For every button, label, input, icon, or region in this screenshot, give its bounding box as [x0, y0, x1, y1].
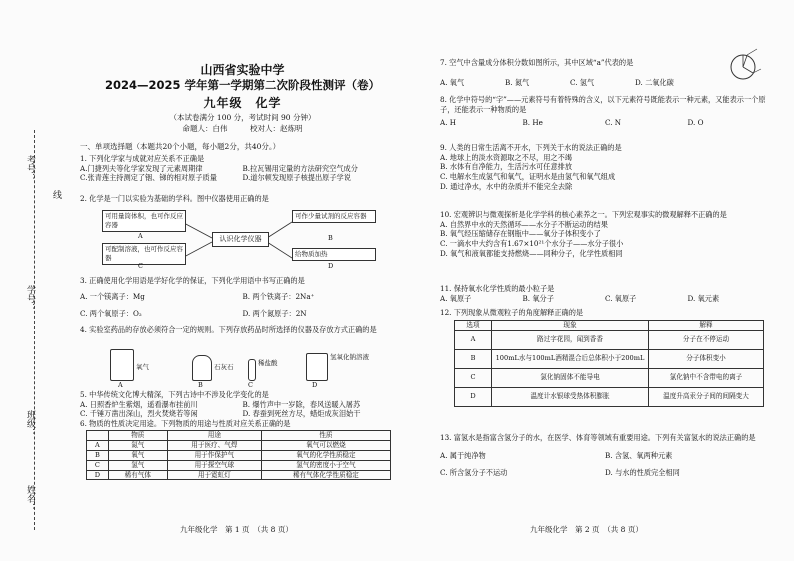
question-8: 8. 化学中符号的“字”——元素符号有着特殊的含义，以下元素符号既能表示一种元素，又能表示一个原子，还能表示一种物质的是 A. H B. He C. N D. O [440, 95, 770, 128]
option-a: A. 氧原子 [440, 293, 472, 303]
gas-label: 氧气 [136, 363, 149, 371]
seal-text: 线 [51, 190, 61, 199]
table-header: 物质 用途 性质 [87, 431, 391, 441]
label-a: A [118, 381, 123, 389]
page-footer: 九年级化学 第 2 页 （共 8 页） [530, 525, 643, 534]
page-2 [440, 0, 770, 561]
table-row: A 氮气 用于医疗、气焊 氧气可以燃烧 [87, 440, 391, 450]
question-7: 7. 空气中含量成分体积分数如图所示，其中区域“a”代表的是 A. 氧气 B. 氮气 C. 氢气 D. 二氧化碳 [440, 58, 770, 87]
binding-margin [0, 0, 60, 561]
solid-label: 石灰石 [214, 363, 234, 371]
option-d: D. O [687, 118, 704, 128]
liquid-label: 稀盐酸 [258, 359, 278, 367]
option-c: C. N [605, 118, 622, 128]
table-row: B 100mL水与100mL酒精混合后总体积小于200mL 分子体积变小 [455, 349, 764, 368]
label-b: B [328, 234, 333, 242]
table-row: B 氧气 用于作保护气 氧气的化学性质稳定 [87, 450, 391, 460]
option-a: A. 一个镁离子：Mg [80, 291, 145, 301]
page-footer: 九年级化学 第 1 页 （共 8 页） [180, 525, 293, 534]
question-2: 2. 化学是一门以实验为基础的学科。图中仪器使用正确的是 [80, 194, 269, 203]
wide-bottle-icon [192, 355, 212, 381]
option-a: A.门捷列夫等化学家发现了元素周期律 [80, 163, 203, 173]
question-1: 1. 下列化学家与成就对应关系不正确是 A.门捷列夫等化学家发现了元素周期律 B.拉瓦锡用定量的方法研究空气成分 C.张青莲主持测定了铟、锑的相对原子质量 D.道尔顿发现原子核提出原子学说 [80, 154, 405, 183]
table-row: C 氯化钠固体不能导电 氯化钠中不含带电的离子 [455, 368, 764, 387]
option-d: D. 两个氮原子：2N [242, 309, 307, 319]
question-13: 13. 富氢水是指富含氢分子的水，在医学、体育等领域有重要用途。下列有关富氢水的说法正确的是 A. 属于纯净物 B. 含氢、氧两种元素 C. 所含氢分子不运动 D. 与水的性质完全相同 [440, 433, 770, 478]
solution-label: 氢氧化钠溶液 [330, 353, 369, 361]
diagram-center: 认识化学仪器 [212, 232, 269, 247]
option-d: D. 春蚕到死丝方尽，蜡炬成灰泪始干 [242, 409, 361, 419]
seal-line [34, 130, 35, 530]
option-b: B. He [522, 118, 543, 128]
table-header: 选项 现象 解释 [455, 321, 764, 331]
student-no-label: 学号： [25, 285, 35, 312]
label-b: B [198, 381, 203, 389]
instrument-diagram [100, 210, 390, 272]
option-c: C. 两个氧原子：O₂ [80, 309, 142, 319]
option-c: C. 电解水生成氢气和氧气，证明水是由氢气和氧气组成 [440, 172, 616, 182]
option-b: B. 爆竹声中一岁除，春风送暖入屠苏 [242, 399, 361, 409]
term-title: 2024—2025 学年第一学期第二次阶段性测评（卷） [104, 78, 380, 92]
option-a: A. 地球上的淡水资源取之不尽，用之不竭 [440, 152, 572, 162]
option-c: C. 所含氢分子不运动 [440, 468, 508, 478]
question-11: 11. 保持氧水化学性质的最小粒子是 A. 氧原子 B. 氧分子 C. 氧原子 D. 氧元素 [440, 284, 770, 303]
question-6: 6. 物质的性质决定用途。下列物质的用途与性质对应关系正确的是 [80, 419, 291, 428]
diagram-box-b: 可作少量试剂的反应容器 [292, 210, 376, 223]
option-c: C. 一滴水中大约含有1.67×10²¹个水分子——水分子很小 [440, 239, 624, 249]
table-row: D 稀有气体 用于霓虹灯 稀有气体化学性质稳定 [87, 470, 391, 480]
option-c: C. 氧原子 [605, 293, 637, 303]
reagent-bottle-icon [110, 349, 134, 381]
option-a: A. 氧气 [440, 77, 465, 87]
diagram-box-a: 可用量筒体积，也可作反应容器 [102, 210, 186, 232]
question-4: 4. 实验室药品的存放必须符合一定的规则。下列存放药品时所选择的仪器及存放方式正确的是 [80, 325, 377, 334]
option-c: C. 千锤万凿出深山，烈火焚烧若等闲 [80, 409, 198, 419]
label-d: D [328, 262, 334, 270]
section-heading: 一、单项选择题（本题共20个小题，每小题2分，共40分。） [80, 142, 281, 151]
option-c: C. 氢气 [570, 77, 595, 87]
solution-bottle-icon [306, 353, 328, 381]
label-d: D [312, 381, 318, 389]
table-row: D 温度计水银球受热体积膨胀 温度升高汞分子间的间隔变大 [455, 387, 764, 406]
diagram-box-c: 可配制溶液，也可作反应容器 [102, 243, 186, 265]
label-c: C [138, 262, 143, 270]
option-c: C.张青莲主持测定了铟、锑的相对原子质量 [80, 173, 217, 183]
option-d: D. 与水的性质完全相同 [605, 468, 680, 478]
question-12: 12. 下列现象从微观粒子的角度解释正确的是 [440, 308, 584, 317]
option-b: B.拉瓦锡用定量的方法研究空气成分 [242, 163, 358, 173]
exam-no-label: 考号： [25, 155, 35, 182]
page-1 [80, 0, 405, 561]
diagram-box-d: 给物质加热 [292, 248, 376, 261]
label-c: C [248, 381, 253, 389]
option-b: B. 氧分子 [522, 293, 554, 303]
phenomena-table [454, 320, 764, 407]
option-a: A. 日照香炉生紫烟，遥看瀑布挂前川 [80, 399, 198, 409]
question-10: 10. 宏观辨识与微观探析是化学学科的核心素养之一。下列宏观事实的微观解释不正确的是 A. 自然界中水的天然循环——水分子不断运动的结果 B. 氧气经压缩储存在钢瓶中——氧分子体积变小了 C. 一滴水中大约含有1.67×10²¹个水分子——水分子很小 D. 氧气和液氧都能支持燃烧——同种分子，化学性质相同 [440, 210, 770, 259]
name-label: 姓名： [25, 485, 35, 512]
option-d: D.道尔顿发现原子核提出原子学说 [242, 173, 351, 183]
option-d: D. 二氧化碳 [635, 77, 674, 87]
option-b: B. 含氢、氧两种元素 [605, 450, 673, 460]
label-a: A [138, 232, 143, 240]
option-b: B. 氮气 [505, 77, 530, 87]
class-label: 班级： [25, 410, 35, 437]
option-b: B. 两个铁离子：2Na⁺ [242, 291, 315, 301]
option-a: A. 自然界中水的天然循环——水分子不断运动的结果 [440, 219, 608, 229]
storage-apparatus [100, 345, 400, 387]
properties-table [86, 430, 391, 480]
option-d: D. 氧气和液氧都能支持燃烧——同种分子，化学性质相同 [440, 248, 623, 258]
option-d: D. 氧元素 [687, 293, 720, 303]
question-3: 3. 正确使用化学用语是学好化学的保证，下列化学用语中书写正确的是 A. 一个镁离子：Mg B. 两个铁离子：2Na⁺ C. 两个氧原子：O₂ D. 两个氮原子：2N [80, 276, 405, 319]
exam-authors: 命题人：白伟 校对人：赵炼明 [182, 124, 303, 133]
option-b: B. 水体有自净能力，生活污水可任意排放 [440, 162, 573, 172]
school-title: 山西省实验中学 [200, 63, 285, 77]
question-5: 5. 中华传统文化博大精深，下列古诗中不涉及化学变化的是 A. 日照香炉生紫烟，遥看瀑布挂前川 B. 爆竹声中一岁除，春风送暖入屠苏 C. 千锤万凿出深山，烈火焚烧若等闲 D. 春蚕到死丝方尽，蜡炬成灰泪始干 [80, 390, 405, 419]
dropper-icon [248, 359, 256, 381]
subject-title: 九年级 化学 [203, 96, 282, 110]
option-a: A. 属于纯净物 [440, 450, 486, 460]
table-row: A 路过字花园，闻到香香 分子在不停运动 [455, 330, 764, 349]
option-b: B. 氧气经压缩储存在钢瓶中——氧分子体积变小了 [440, 229, 601, 239]
question-9: 9. 人类的日常生活离不开水，下列关于水的说法正确的是 A. 地球上的淡水资源取之不尽，用之不竭 B. 水体有自净能力，生活污水可任意排放 C. 电解水生成氢气和氧气，证明水是由氢气和氧气组成 D. 通过净水，水中的杂质并不能完全去除 [440, 143, 770, 192]
option-d: D. 通过净水，水中的杂质并不能完全去除 [440, 181, 573, 191]
exam-info: （本试卷满分 100 分，考试时间 90 分钟） [169, 113, 316, 122]
option-a: A. H [440, 118, 457, 128]
table-row: C 氢气 用于探空气球 氢气的密度小于空气 [87, 460, 391, 470]
